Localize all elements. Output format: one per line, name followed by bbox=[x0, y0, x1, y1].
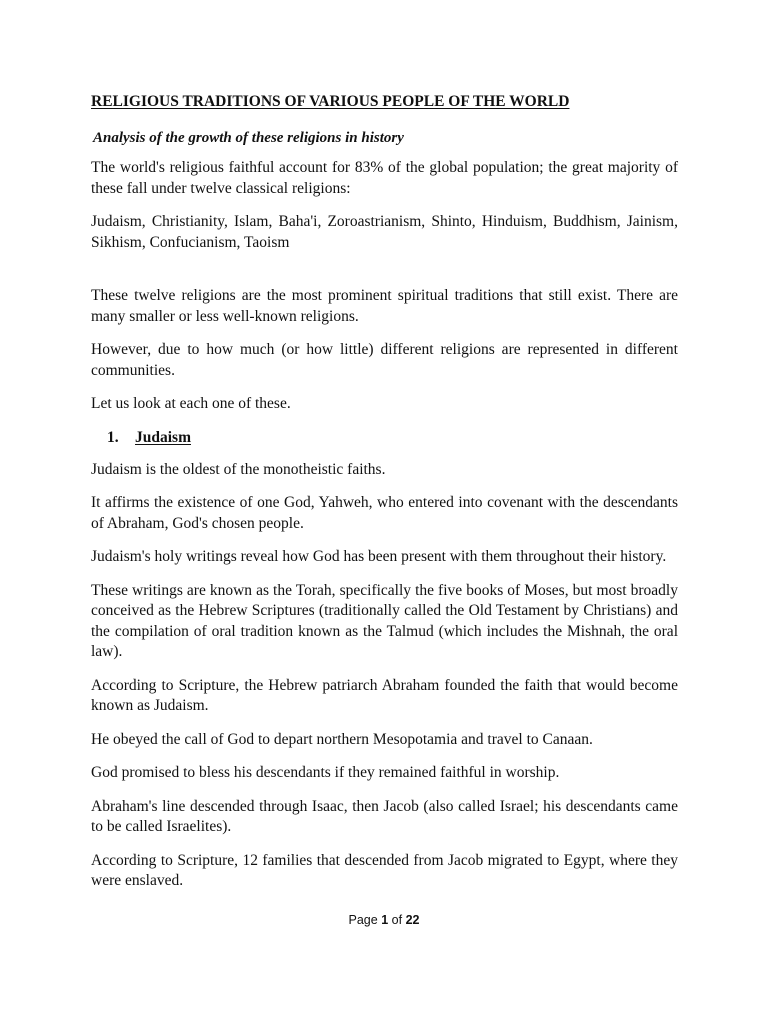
judaism-paragraph-9: According to Scripture, 12 families that descended from Jacob migrated to Egypt, where they were enslaved. bbox=[91, 851, 678, 889]
religion-list-paragraph: Judaism, Christianity, Islam, Baha'i, Zoroastrianism, Shinto, Hinduism, Buddhism, Jainism, Sikhism, Confucianism, Taoism bbox=[91, 213, 678, 251]
judaism-paragraph-8: Abraham's line descended through Isaac, then Jacob (also called Israel; his descendants came to be called Israelites). bbox=[91, 797, 678, 835]
footer-of-word: of bbox=[391, 913, 403, 927]
page-footer bbox=[0, 912, 768, 928]
document-title: RELIGIOUS TRADITIONS OF VARIOUS PEOPLE OF THE WORLD bbox=[91, 93, 570, 110]
judaism-paragraph-2: It affirms the existence of one God, Yahweh, who entered into covenant with the descendants of Abraham, God's chosen people. bbox=[91, 494, 678, 532]
footer-page-word: Page bbox=[348, 913, 378, 927]
document-subtitle: Analysis of the growth of these religions in history bbox=[93, 130, 404, 146]
section-number: 1. bbox=[107, 428, 119, 446]
footer-total-pages: 22 bbox=[405, 913, 420, 927]
judaism-paragraph-7: God promised to bless his descendants if they remained faithful in worship. bbox=[91, 764, 560, 781]
section-heading-label: Judaism bbox=[135, 428, 191, 446]
intro-paragraph-5: Let us look at each one of these. bbox=[91, 395, 291, 412]
intro-paragraph-4: However, due to how much (or how little) different religions are represented in different communities. bbox=[91, 341, 678, 379]
footer-current-page: 1 bbox=[381, 913, 389, 927]
judaism-paragraph-4: These writings are known as the Torah, specifically the five books of Moses, but most broadly conceived as the Hebrew Scriptures (traditionally called the Old Testament by Christians) and the compilation of oral tradition known as the Talmud (which includes the Mishnah, the oral law). bbox=[91, 581, 678, 660]
page-content bbox=[91, 92, 678, 905]
section-heading-judaism bbox=[107, 428, 678, 448]
judaism-paragraph-6: He obeyed the call of God to depart northern Mesopotamia and travel to Canaan. bbox=[91, 730, 593, 748]
judaism-paragraph-1: Judaism is the oldest of the monotheistic faiths. bbox=[91, 460, 386, 478]
intro-paragraph-3: These twelve religions are the most prominent spiritual traditions that still exist. There are many smaller or less well-known religions. bbox=[91, 287, 678, 325]
judaism-paragraph-3: Judaism's holy writings reveal how God has been present with them throughout their history. bbox=[91, 548, 667, 565]
intro-paragraph-1: The world's religious faithful account for 83% of the global population; the great majority of these fall under twelve classical religions: bbox=[91, 159, 678, 197]
judaism-paragraph-5: According to Scripture, the Hebrew patriarch Abraham founded the faith that would become known as Judaism. bbox=[91, 676, 678, 714]
